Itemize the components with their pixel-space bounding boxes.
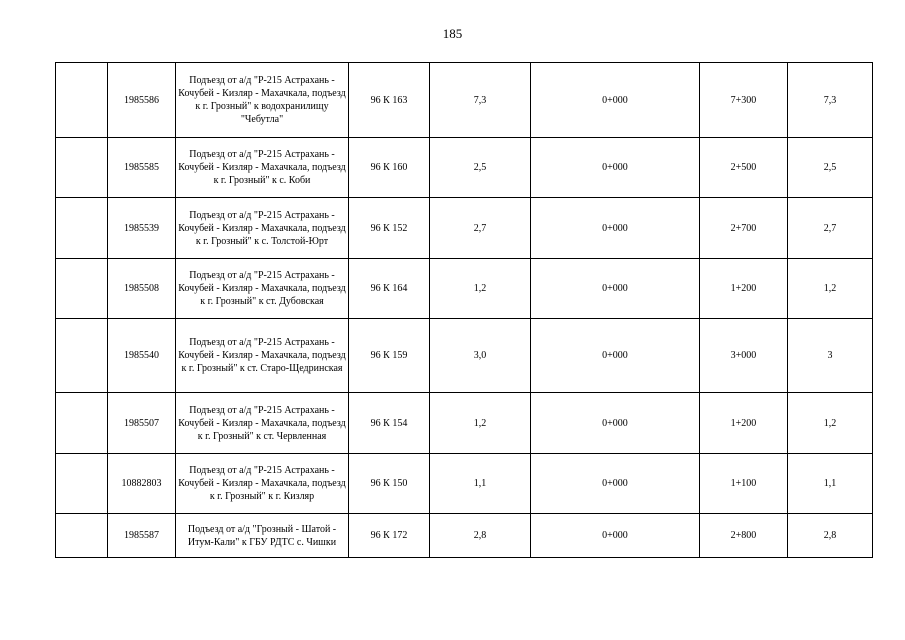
end-km-cell: 3+000 [700, 319, 788, 393]
id-cell: 1985585 [108, 138, 176, 198]
length-cell: 2,8 [430, 514, 531, 558]
road-code-cell: 96 К 152 [349, 198, 430, 259]
id-cell: 10882803 [108, 454, 176, 514]
start-km-cell: 0+000 [531, 259, 700, 319]
index-cell [56, 393, 108, 454]
table-row [56, 259, 873, 319]
table-body [56, 63, 873, 558]
length-cell: 2,5 [430, 138, 531, 198]
start-km-cell: 0+000 [531, 319, 700, 393]
total-length-cell: 2,8 [788, 514, 873, 558]
length-cell: 3,0 [430, 319, 531, 393]
total-length-cell: 1,2 [788, 393, 873, 454]
length-cell: 1,2 [430, 393, 531, 454]
table-row [56, 514, 873, 558]
start-km-cell: 0+000 [531, 514, 700, 558]
length-cell: 1,1 [430, 454, 531, 514]
road-name-cell: Подъезд от а/д "Р-215 Астрахань - Кочубей - Кизляр - Махачкала, подъезд к г. Грозный" к с. Коби [176, 138, 349, 198]
road-name-cell: Подъезд от а/д "Р-215 Астрахань - Кочубей - Кизляр - Махачкала, подъезд к г. Грозный" к ст. Червленная [176, 393, 349, 454]
id-cell: 1985586 [108, 63, 176, 138]
index-cell [56, 514, 108, 558]
end-km-cell: 1+100 [700, 454, 788, 514]
index-cell [56, 319, 108, 393]
end-km-cell: 2+800 [700, 514, 788, 558]
road-name-cell: Подъезд от а/д "Р-215 Астрахань - Кочубей - Кизляр - Махачкала, подъезд к г. Грозный" к ст. Дубовская [176, 259, 349, 319]
total-length-cell: 3 [788, 319, 873, 393]
total-length-cell: 1,2 [788, 259, 873, 319]
end-km-cell: 7+300 [700, 63, 788, 138]
road-code-cell: 96 К 150 [349, 454, 430, 514]
start-km-cell: 0+000 [531, 454, 700, 514]
page-number: 185 [442, 26, 463, 41]
road-code-cell: 96 К 172 [349, 514, 430, 558]
total-length-cell: 2,7 [788, 198, 873, 259]
end-km-cell: 1+200 [700, 259, 788, 319]
road-code-cell: 96 К 159 [349, 319, 430, 393]
length-cell: 2,7 [430, 198, 531, 259]
road-code-cell: 96 К 163 [349, 63, 430, 138]
road-name-cell: Подъезд от а/д "Р-215 Астрахань - Кочубей - Кизляр - Махачкала, подъезд к г. Грозный" к с. Толстой-Юрт [176, 198, 349, 259]
road-code-cell: 96 К 154 [349, 393, 430, 454]
id-cell: 1985507 [108, 393, 176, 454]
start-km-cell: 0+000 [531, 63, 700, 138]
total-length-cell: 1,1 [788, 454, 873, 514]
start-km-cell: 0+000 [531, 393, 700, 454]
end-km-cell: 2+500 [700, 138, 788, 198]
table-row [56, 454, 873, 514]
start-km-cell: 0+000 [531, 138, 700, 198]
table-row [56, 63, 873, 138]
index-cell [56, 454, 108, 514]
index-cell [56, 198, 108, 259]
end-km-cell: 1+200 [700, 393, 788, 454]
length-cell: 7,3 [430, 63, 531, 138]
total-length-cell: 2,5 [788, 138, 873, 198]
road-name-cell: Подъезд от а/д "Р-215 Астрахань - Кочубей - Кизляр - Махачкала, подъезд к г. Грозный" к г. Кизляр [176, 454, 349, 514]
roads-table [55, 62, 873, 558]
start-km-cell: 0+000 [531, 198, 700, 259]
road-code-cell: 96 К 160 [349, 138, 430, 198]
index-cell [56, 63, 108, 138]
id-cell: 1985587 [108, 514, 176, 558]
table-row [56, 393, 873, 454]
end-km-cell: 2+700 [700, 198, 788, 259]
road-name-cell: Подъезд от а/д "Р-215 Астрахань - Кочубей - Кизляр - Махачкала, подъезд к г. Грозный" к ст. Старо-Щедринская [176, 319, 349, 393]
road-name-cell: Подъезд от а/д "Грозный - Шатой - Итум-Кали" к ГБУ РДТС с. Чишки [176, 514, 349, 558]
table-row [56, 319, 873, 393]
id-cell: 1985540 [108, 319, 176, 393]
index-cell [56, 138, 108, 198]
table-row [56, 198, 873, 259]
table-row [56, 138, 873, 198]
total-length-cell: 7,3 [788, 63, 873, 138]
index-cell [56, 259, 108, 319]
road-name-cell: Подъезд от а/д "Р-215 Астрахань - Кочубей - Кизляр - Махачкала, подъезд к г. Грозный" к водохранилищу "Чебутла" [176, 63, 349, 138]
length-cell: 1,2 [430, 259, 531, 319]
road-code-cell: 96 К 164 [349, 259, 430, 319]
id-cell: 1985508 [108, 259, 176, 319]
id-cell: 1985539 [108, 198, 176, 259]
